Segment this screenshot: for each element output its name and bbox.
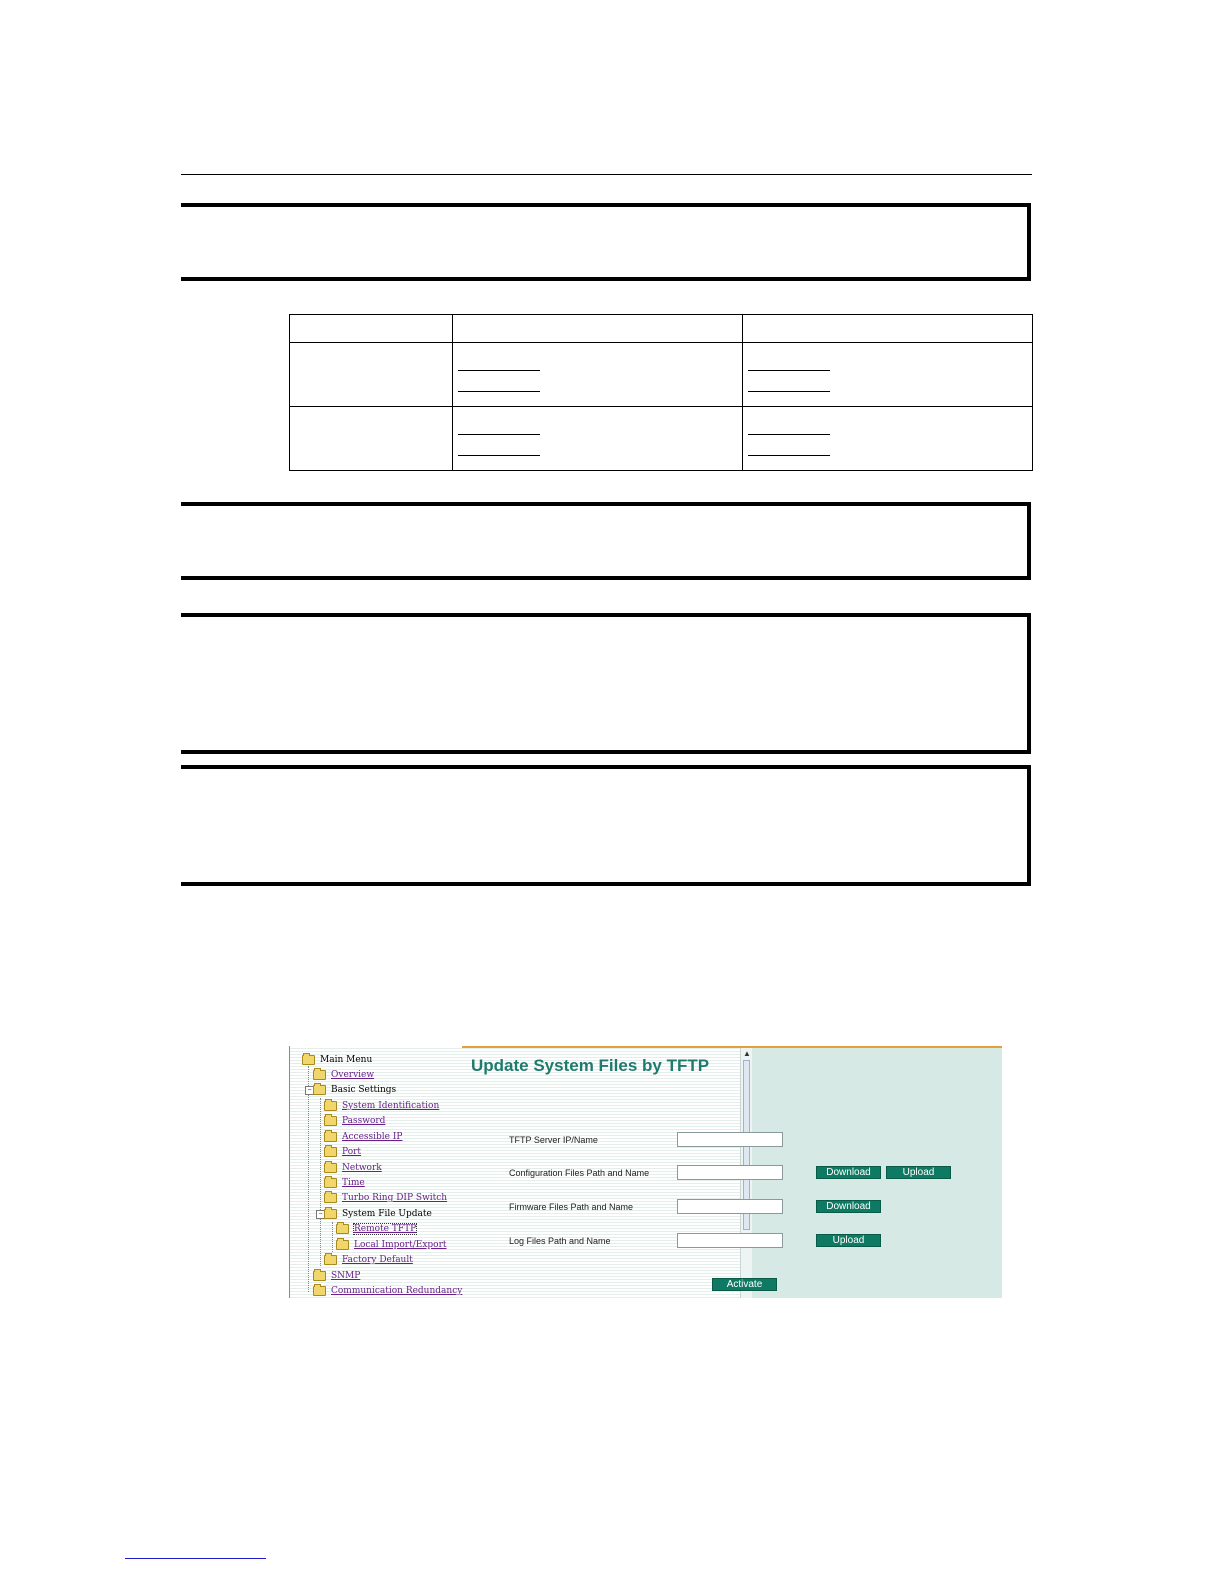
tftp-server-input[interactable] xyxy=(677,1132,783,1147)
tree-root-label: Main Menu xyxy=(320,1055,373,1065)
tree-item-port[interactable] xyxy=(324,1145,361,1159)
underline xyxy=(748,455,830,456)
firmware-download-button[interactable]: Download xyxy=(816,1200,881,1213)
collapse-icon[interactable]: − xyxy=(316,1210,325,1219)
tree-item-label: System File Update xyxy=(342,1209,432,1219)
field-label-log-path: Log Files Path and Name xyxy=(509,1236,611,1246)
underline xyxy=(458,455,540,456)
folder-icon xyxy=(324,1101,337,1111)
tree-item-label: Turbo Ring DIP Switch xyxy=(342,1193,448,1203)
note-box-1 xyxy=(181,203,1031,281)
folder-icon xyxy=(324,1163,337,1173)
folder-open-icon xyxy=(302,1055,315,1065)
table-cell xyxy=(453,343,743,407)
tree-item-label: System Identification xyxy=(342,1101,440,1111)
activate-button[interactable]: Activate xyxy=(712,1278,777,1291)
tree-line xyxy=(308,1066,309,1292)
tree-item-accessible-ip[interactable] xyxy=(324,1130,402,1144)
page-title: Update System Files by TFTP xyxy=(471,1056,710,1075)
tree-item-time[interactable] xyxy=(324,1176,365,1190)
folder-icon xyxy=(324,1255,337,1265)
config-path-input[interactable] xyxy=(677,1165,783,1180)
config-upload-button[interactable]: Upload xyxy=(886,1166,951,1179)
field-label-tftp-server: TFTP Server IP/Name xyxy=(509,1135,598,1145)
note-box-3 xyxy=(181,613,1031,754)
collapse-icon[interactable]: − xyxy=(305,1086,314,1095)
tree-item-label: Time xyxy=(342,1178,365,1188)
firmware-path-input[interactable] xyxy=(677,1199,783,1214)
tree-item-snmp[interactable] xyxy=(313,1269,360,1283)
tree-item-system-identification[interactable] xyxy=(324,1099,439,1113)
note-box-4 xyxy=(181,765,1031,886)
table-header-row xyxy=(290,315,1033,343)
tree-line xyxy=(332,1222,333,1252)
folder-icon xyxy=(336,1240,349,1250)
comparison-table xyxy=(289,314,1033,471)
tree-item-label: Basic Settings xyxy=(331,1085,397,1095)
table-cell xyxy=(290,343,453,407)
tree-item-label: Accessible IP xyxy=(342,1132,403,1142)
tree-line xyxy=(320,1098,321,1266)
tree-item-system-file-update[interactable] xyxy=(324,1207,432,1221)
folder-icon xyxy=(313,1070,326,1080)
scroll-up-icon[interactable]: ▲ xyxy=(743,1049,751,1058)
table-cell xyxy=(743,407,1033,471)
table-row xyxy=(290,343,1033,407)
folder-icon xyxy=(313,1271,326,1281)
table-cell xyxy=(290,315,453,343)
tree-item-label: Port xyxy=(342,1147,362,1157)
tree-root[interactable] xyxy=(302,1053,372,1067)
tree-item-label: SNMP xyxy=(331,1271,361,1281)
tree-item-local-import-export[interactable] xyxy=(336,1238,447,1252)
tree-item-label: Overview xyxy=(331,1070,375,1080)
tree-item-label: Password xyxy=(342,1116,386,1126)
tree-item-label: Local Import/Export xyxy=(354,1240,447,1250)
underline xyxy=(458,391,540,392)
log-path-input[interactable] xyxy=(677,1233,783,1248)
folder-open-icon xyxy=(313,1085,326,1095)
note-box-2 xyxy=(181,502,1031,580)
footer-link-underline xyxy=(125,1558,266,1559)
tree-item-label: Remote TFTP xyxy=(354,1224,417,1234)
folder-icon xyxy=(336,1224,349,1234)
tree-item-label: Network xyxy=(342,1163,382,1173)
table-cell xyxy=(743,343,1033,407)
field-label-firmware-path: Firmware Files Path and Name xyxy=(509,1202,634,1212)
tree-item-factory-default[interactable] xyxy=(324,1253,413,1267)
field-label-config-path: Configuration Files Path and Name xyxy=(509,1168,650,1178)
tree-item-communication-redundancy[interactable] xyxy=(313,1284,462,1298)
folder-icon xyxy=(324,1178,337,1188)
table-cell xyxy=(453,407,743,471)
table-cell xyxy=(743,315,1033,343)
underline xyxy=(748,391,830,392)
folder-icon xyxy=(324,1193,337,1203)
folder-icon xyxy=(313,1286,326,1296)
header-rule xyxy=(181,174,1032,175)
tree-item-remote-tftp[interactable] xyxy=(336,1222,416,1236)
config-download-button[interactable]: Download xyxy=(816,1166,881,1179)
tree-item-turbo-ring[interactable] xyxy=(324,1191,447,1205)
tree-item-password[interactable] xyxy=(324,1114,385,1128)
tree-item-network[interactable] xyxy=(324,1161,382,1175)
folder-icon xyxy=(324,1116,337,1126)
tree-item-label: Communication Redundancy xyxy=(331,1286,463,1296)
tree-item-overview[interactable] xyxy=(313,1068,374,1082)
table-cell xyxy=(453,315,743,343)
tree-item-label: Factory Default xyxy=(342,1255,413,1265)
table-row xyxy=(290,407,1033,471)
log-upload-button[interactable]: Upload xyxy=(816,1234,881,1247)
tree-item-basic-settings[interactable] xyxy=(313,1083,396,1097)
folder-open-icon xyxy=(324,1209,337,1219)
folder-icon xyxy=(324,1147,337,1157)
table-cell xyxy=(290,407,453,471)
right-pane-topbar xyxy=(462,1046,1002,1048)
folder-icon xyxy=(324,1132,337,1142)
